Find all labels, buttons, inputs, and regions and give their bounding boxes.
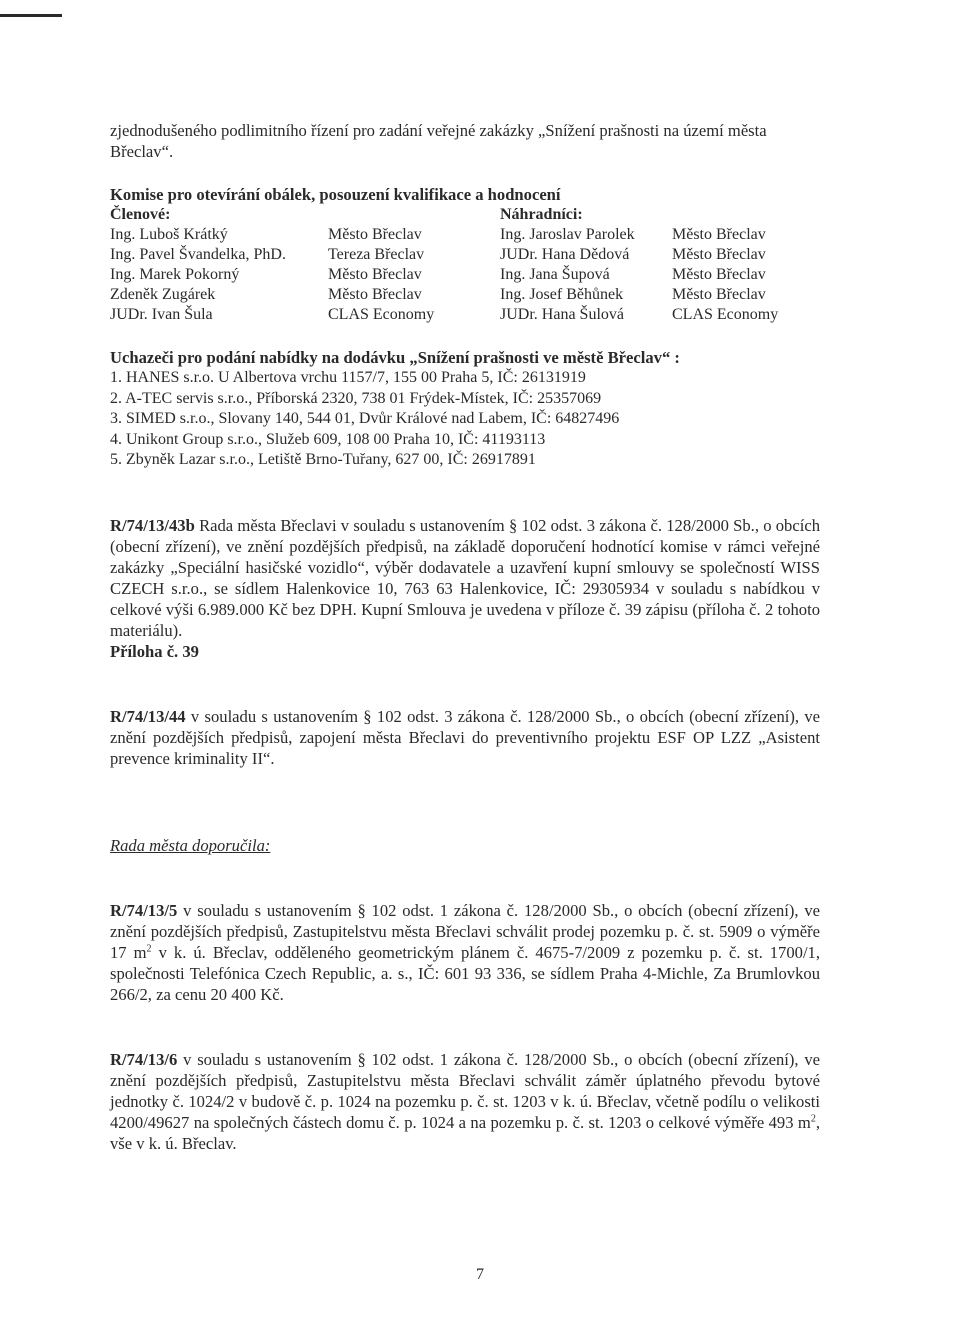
member-name: Zdeněk Zugárek [110,286,216,303]
member-org: Město Břeclav [328,286,422,303]
substitutes-label: Náhradníci: [500,206,583,223]
committee-table [110,205,820,325]
substitute-org: Město Břeclav [672,286,766,303]
council-recommends-heading: Rada města doporučila: [110,835,271,855]
page-number: 7 [476,1266,484,1283]
member-org: Tereza Břeclav [328,246,425,263]
resolution-code: R/74/13/5 [110,900,178,920]
resolution-text: v souladu s ustanovením § 102 odst. 1 zákona č. 128/2000 Sb., o obcích (obecní zřízení), ve znění pozdějších předpisů, Zastupitelstvu města Břeclavi schválit záměr úplatného převodu bytové jednotky č. 1024/2 v budově č. p. 1024 na pozemku p. č. st. 1203 v k. ú. Břeclav, včetně podílu o velikosti 4200/49627 na společných částech domu č. p. 1024 a na pozemku p. č. st. 1203 o celkové výměře 493 m [110,1049,820,1132]
document-page [110,120,820,1154]
substitute-name: JUDr. Hana Dědová [500,246,630,263]
member-name: JUDr. Ivan Šula [110,306,213,323]
substitute-org: Město Břeclav [672,246,766,263]
resolution-text: v souladu s ustanovením § 102 odst. 1 zákona č. 128/2000 Sb., o obcích (obecní zřízení), ve znění pozdějších předpisů, Zastupitelstvu města Břeclavi schválit prodej pozemku p. č. st. 5909 o výměře 17 m [110,900,820,962]
members-label: Členové: [110,206,171,223]
substitute-name: JUDr. Hana Šulová [500,306,624,323]
substitute-org: Město Břeclav [672,226,766,243]
resolution-text: Rada města Břeclavi v souladu s ustanovením § 102 odst. 3 zákona č. 128/2000 Sb., o obcích (obecní zřízení), ve znění pozdějších předpisů, na základě doporučení hodnotící komise v rámci veřejné zakázky „Speciální hasičské vozidlo“, výběr dodavatele a uzavření kupní smlouvy se společností WISS CZECH s.r.o., se sídlem Halenkovice 10, 763 63 Halenkovice, IČ: 29305934 v souladu s nabídkou v celkové výši 6.989.000 Kč bez DPH. Kupní Smlouva je uvedena v příloze č. 39 zápisu (příloha č. 2 tohoto materiálu). [110,515,820,640]
bidder-item: 5. Zbyněk Lazar s.r.o., Letiště Brno-Tuřany, 627 00, IČ: 26917891 [110,451,536,468]
resolution-code: R/74/13/43b [110,515,195,535]
bidders-list [110,368,820,471]
resolution-code: R/74/13/44 [110,706,186,726]
member-name: Ing. Marek Pokorný [110,266,240,283]
resolution-6 [110,1049,820,1154]
intro-text: zjednodušeného podlimitního řízení pro zadání veřejné zakázky „Snížení prašnosti na území města Břeclav“. [110,121,767,161]
substitute-name: Ing. Josef Běhůnek [500,286,624,303]
bidder-item: 2. A-TEC servis s.r.o., Příborská 2320, 738 01 Frýdek-Místek, IČ: 25357069 [110,389,602,407]
member-org: Město Břeclav [328,266,422,283]
member-org: CLAS Economy [328,306,435,323]
substitute-name: Ing. Jaroslav Parolek [500,226,635,243]
resolution-text: v k. ú. Břeclav, odděleného geometrickým plánem č. 4675-7/2009 z pozemku p. č. st. 1700/1, společnosti Telefónica Czech Republic, a. s., IČ: 601 93 336, se sídlem Praha 4-Michle, Za Brumlovkou 266/2, za cenu 20 400 Kč. [110,942,821,1004]
member-org: Město Břeclav [328,226,422,243]
member-name: Ing. Luboš Krátký [110,226,228,243]
substitute-org: CLAS Economy [672,306,779,323]
resolution-44 [110,706,820,769]
bidder-item: 3. SIMED s.r.o., Slovany 140, 544 01, Dvůr Králové nad Labem, IČ: 64827496 [110,410,620,427]
substitute-name: Ing. Jana Šupová [500,266,610,283]
attachment-label: Příloha č. 39 [110,641,199,661]
bidder-item: 4. Unikont Group s.r.o., Služeb 609, 108 00 Praha 10, IČ: 41193113 [110,430,546,448]
resolution-5 [110,900,820,1005]
committee-title: Komise pro otevírání obálek, posouzení kvalifikace a hodnocení [110,185,561,204]
resolution-code: R/74/13/6 [110,1049,178,1069]
superscript: 2 [810,1112,816,1124]
resolution-43b [110,515,820,641]
substitute-org: Město Břeclav [672,266,766,283]
header-rule [0,14,62,17]
bidders-title: Uchazeči pro podání nabídky na dodávku „Snížení prašnosti ve městě Břeclav“ : [110,348,680,367]
resolution-text: v souladu s ustanovením § 102 odst. 3 zákona č. 128/2000 Sb., o obcích (obecní zřízení), ve znění pozdějších předpisů, zapojení města Břeclavi do preventivního projektu ESF OP LZZ „Asistent prevence kriminality II“. [110,706,820,768]
bidder-item: 1. HANES s.r.o. U Albertova vrchu 1157/7, 155 00 Praha 5, IČ: 26131919 [110,369,586,386]
superscript: 2 [146,942,152,954]
member-name: Ing. Pavel Švandelka, PhD. [110,246,286,263]
resolution-text: , vše v k. ú. Břeclav. [110,1112,820,1153]
